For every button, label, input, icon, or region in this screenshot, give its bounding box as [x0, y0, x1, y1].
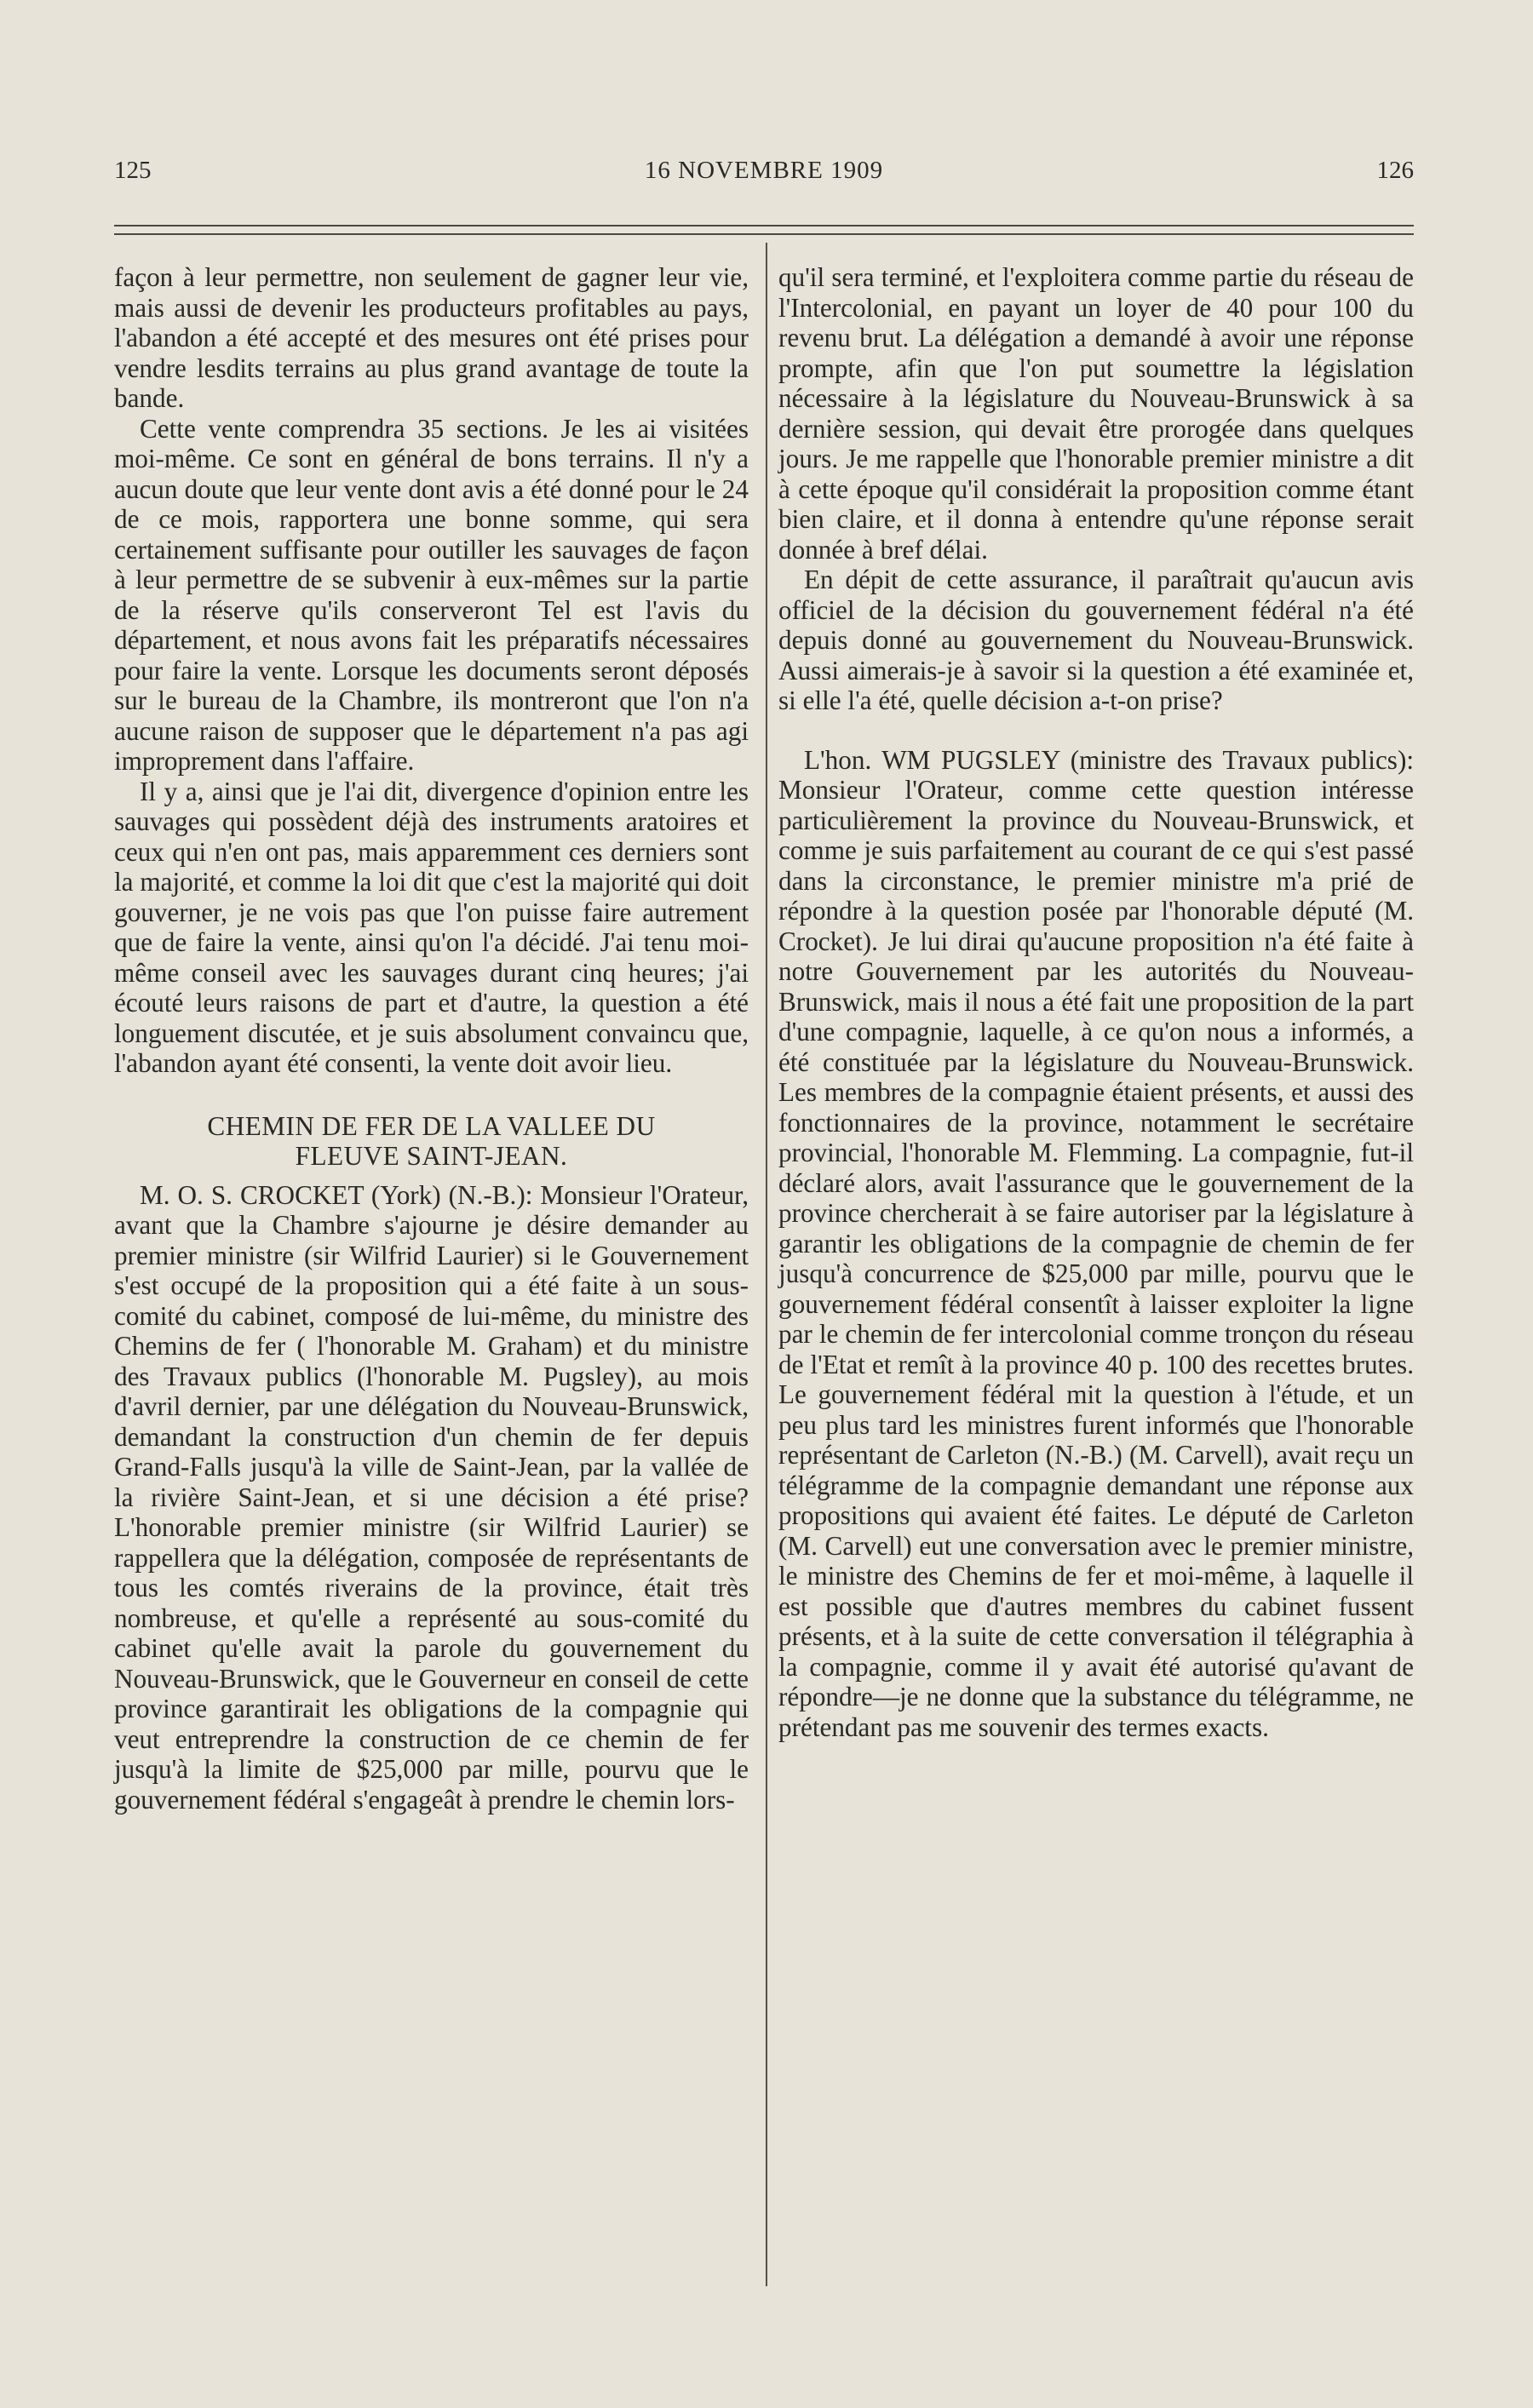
- header-rule-bottom: [114, 233, 1414, 235]
- left-paragraph-2: Cette vente comprendra 35 sections. Je les ai visitées moi-même. Ce sont en général de bons terrains. Il n'y a aucun doute que leur vente dont avis a été donné pour le 24 de ce mois, rapportera une bonne somme, qui sera certainement suffisante pour outiller les sauvages de façon à leur permettre de se subvenir à eux-mêmes sur la partie de la réserve qu'ils conserveront Tel est l'avis du département, et nous avons fait les préparatifs nécessaires pour faire la vente. Lorsque les documents seront déposés sur le bureau de la Chambre, ils montreront que l'on n'a aucune raison de supposer que le département n'a pas agi improprement dans l'affaire.: [114, 413, 749, 776]
- left-paragraph-3: Il y a, ainsi que je l'ai dit, divergence d'opinion entre les sauvages qui possèdent déjà des instruments aratoires et ceux qui n'en ont pas, mais apparemment ces derniers sont la majorité, et comme la loi dit que c'est la majorité qui doit gouverner, je ne vois pas que l'on puisse faire autrement que de faire la vente, ainsi qu'on l'a décidé. J'ai tenu moi-même conseil avec les sauvages durant cinq heures; j'ai écouté leurs raisons de part et d'autre, la question a été longuement discutée, et je suis absolument convaincu que, l'abandon ayant été consenti, la vente doit avoir lieu.: [114, 776, 749, 1078]
- section-heading: [114, 1111, 749, 1172]
- right-paragraph-1: qu'il sera terminé, et l'exploitera comme partie du réseau de l'Intercolonial, en payant un loyer de 40 pour 100 du revenu brut. La délégation a demandé à avoir une réponse prompte, afin que l'on put soumettre la législation nécessaire à la législature du Nouveau-Brunswick à sa dernière session, qui devait être prorogée dans quelques jours. Je me rappelle que l'honorable premier ministre a dit à cette époque qu'il considérait la proposition comme étant bien claire, et il donna à entendre qu'une réponse serait donnée à bref délai.: [778, 262, 1414, 565]
- header-rule-top: [114, 225, 1414, 226]
- page-date: 16 NOVEMBRE 1909: [644, 157, 884, 184]
- section-heading-line-1: CHEMIN DE FER DE LA VALLEE DU: [207, 1110, 656, 1141]
- page-number-right: 126: [1376, 157, 1414, 184]
- right-column: [778, 262, 1414, 1742]
- left-column: [114, 262, 749, 1815]
- column-divider: [766, 243, 767, 2286]
- page-header: [114, 157, 1414, 194]
- section-heading-line-2: FLEUVE SAINT-JEAN.: [295, 1141, 568, 1171]
- right-paragraph-2: En dépit de cette assurance, il paraîtrait qu'aucun avis officiel de la décision du gouvernement fédéral n'a été depuis donné au gouvernement du Nouveau-Brunswick. Aussi aimerais-je à savoir si la question a été examinée et, si elle l'a été, quelle décision a-t-on prise?: [778, 565, 1414, 715]
- page-number-left: 125: [114, 157, 152, 184]
- left-paragraph-4: M. O. S. CROCKET (York) (N.-B.): Monsieur l'Orateur, avant que la Chambre s'ajourne je désire demander au premier ministre (sir Wilfrid Laurier) si le Gouvernement s'est occupé de la proposition qui a été faite à un sous-comité du cabinet, composé de lui-même, du ministre des Chemins de fer ( l'honorable M. Graham) et du ministre des Travaux publics (l'honorable M. Pugsley), au mois d'avril dernier, par une délégation du Nouveau-Brunswick, demandant la construction d'un chemin de fer depuis Grand-Falls jusqu'à la ville de Saint-Jean, par la vallée de la rivière Saint-Jean, et si une décision a été prise? L'honorable premier ministre (sir Wilfrid Laurier) se rappellera que la délégation, composée de représentants de tous les comtés riverains de la province, était très nombreuse, et qu'elle a représenté au sous-comité du cabinet qu'elle avait la parole du gouvernement du Nouveau-Brunswick, que le Gouverneur en conseil de cette province garantirait les obligations de la compagnie qui veut entreprendre la construction de ce chemin de fer jusqu'à la limite de $25,000 par mille, pourvu que le gouvernement fédéral s'engageât à prendre le chemin lors-: [114, 1179, 749, 1815]
- right-paragraph-3: L'hon. WM PUGSLEY (ministre des Travaux publics): Monsieur l'Orateur, comme cette question intéresse particulièrement la province du Nouveau-Brunswick, et comme je suis parfaitement au courant de ce qui s'est passé dans la circonstance, le premier ministre m'a prié de répondre à la question posée par l'honorable député (M. Crocket). Je lui dirai qu'aucune proposition n'a été faite à notre Gouvernement par les autorités du Nouveau-Brunswick, mais il nous a été fait une proposition de la part d'une compagnie, laquelle, à ce qu'on nous a informés, a été constituée par la législature du Nouveau-Brunswick. Les membres de la compagnie étaient présents, et aussi des fonctionnaires de la province, notamment le secrétaire provincial, l'honorable M. Flemming. La compagnie, fut-il déclaré alors, avait l'assurance que le gouvernement de la province chercherait à se faire autoriser par la législature à garantir les obligations de la compagnie de chemin de fer jusqu'à concurrence de $25,000 par mille, pourvu que le gouvernement fédéral consentît à laisser exploiter la ligne par le chemin de fer intercolonial comme tronçon du réseau de l'Etat et remît à la province 40 p. 100 des recettes brutes. Le gouvernement fédéral mit la question à l'étude, et un peu plus tard les ministres furent informés que l'honorable représentant de Carleton (N.-B.) (M. Carvell), avait reçu un télégramme de la compagnie demandant une réponse aux propositions qui avaient été faites. Le député de Carleton (M. Carvell) eut une conversation avec le premier ministre, le ministre des Chemins de fer et moi-même, à laquelle il est possible que d'autres membres du cabinet fussent présents, et à la suite de cette conversation il télégraphia à la compagnie, comme il y avait été autorisé qu'avant de répondre—je ne donne que la substance du télégramme, ne prétendant pas me souvenir des termes exacts.: [778, 744, 1414, 1742]
- left-paragraph-1: façon à leur permettre, non seulement de gagner leur vie, mais aussi de devenir les producteurs profitables au pays, l'abandon a été accepté et des mesures ont été prises pour vendre lesdits terrains au plus grand avantage de toute la bande.: [114, 262, 749, 413]
